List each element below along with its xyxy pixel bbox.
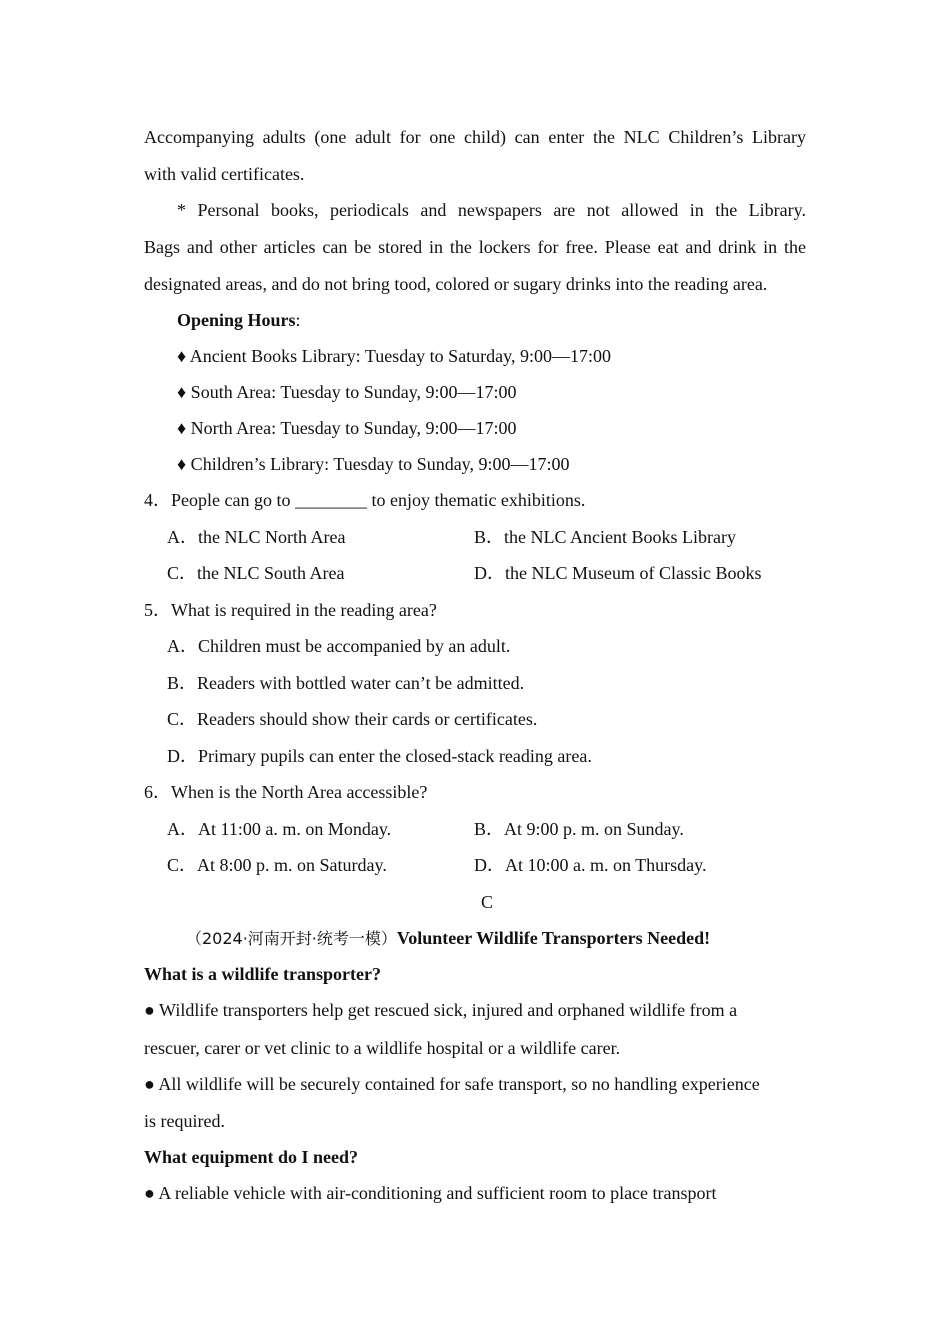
bullet-line: rescuer, carer or vet clinic to a wildlife hospital or a wildlife carer. — [144, 1038, 621, 1058]
option: D．At 10:00 a. m. on Thursday. — [474, 855, 707, 875]
passage-title-line — [186, 927, 710, 950]
option: C．Readers should show their cards or certificates. — [167, 709, 538, 729]
source-note: （2024·河南开封·统考一模） — [186, 929, 397, 948]
opening-hours-title: Opening Hours — [177, 310, 296, 330]
paragraph-line: with valid certificates. — [144, 164, 305, 184]
bullet-line: ● Wildlife transporters help get rescued sick, injured and orphaned wildlife from a — [144, 1000, 738, 1020]
option: D．the NLC Museum of Classic Books — [474, 563, 762, 583]
section-heading — [144, 963, 381, 985]
paragraph-line: Accompanying adults (one adult for one child) can enter the NLC Children’s Library — [144, 127, 806, 147]
colon: : — [295, 310, 301, 330]
bullet-line: is required. — [144, 1111, 225, 1131]
heading-text: What equipment do I need? — [144, 1147, 359, 1167]
option: D．Primary pupils can enter the closed-stack reading area. — [167, 746, 592, 766]
option: B．the NLC Ancient Books Library — [474, 527, 736, 547]
option: B．Readers with bottled water can’t be admitted. — [167, 673, 525, 693]
opening-hours-heading — [177, 309, 301, 331]
question-stem: 6．When is the North Area accessible? — [144, 782, 428, 802]
option: B．At 9:00 p. m. on Sunday. — [474, 819, 684, 839]
question-stem: 4．People can go to ________ to enjoy thematic exhibitions. — [144, 490, 586, 510]
option: A．Children must be accompanied by an adult. — [167, 636, 511, 656]
section-letter: C — [481, 892, 494, 912]
paragraph-line: designated areas, and do not bring tood, colored or sugary drinks into the reading area. — [144, 274, 768, 294]
option: A．the NLC North Area — [167, 527, 346, 547]
hours-item: ♦ North Area: Tuesday to Sunday, 9:00—17:00 — [177, 418, 517, 438]
bullet-line: ● A reliable vehicle with air-conditioning and sufficient room to place transport — [144, 1183, 717, 1203]
bullet-line: ● All wildlife will be securely contained for safe transport, so no handling experience — [144, 1074, 760, 1094]
question-stem: 5．What is required in the reading area? — [144, 600, 437, 620]
option: C．the NLC South Area — [167, 563, 345, 583]
section-heading — [144, 1146, 358, 1168]
option: A．At 11:00 a. m. on Monday. — [167, 819, 392, 839]
passage-title: Volunteer Wildlife Transporters Needed! — [396, 928, 711, 948]
hours-item: ♦ Children’s Library: Tuesday to Sunday, 9:00—17:00 — [177, 454, 570, 474]
paragraph-line: Bags and other articles can be stored in the lockers for free. Please eat and drink in the — [144, 237, 806, 257]
paragraph-line: * Personal books, periodicals and newspapers are not allowed in the Library. — [177, 200, 806, 220]
heading-text: What is a wildlife transporter? — [144, 964, 381, 984]
hours-item: ♦ Ancient Books Library: Tuesday to Saturday, 9:00—17:00 — [177, 346, 611, 366]
option: C．At 8:00 p. m. on Saturday. — [167, 855, 387, 875]
hours-item: ♦ South Area: Tuesday to Sunday, 9:00—17:00 — [177, 382, 517, 402]
